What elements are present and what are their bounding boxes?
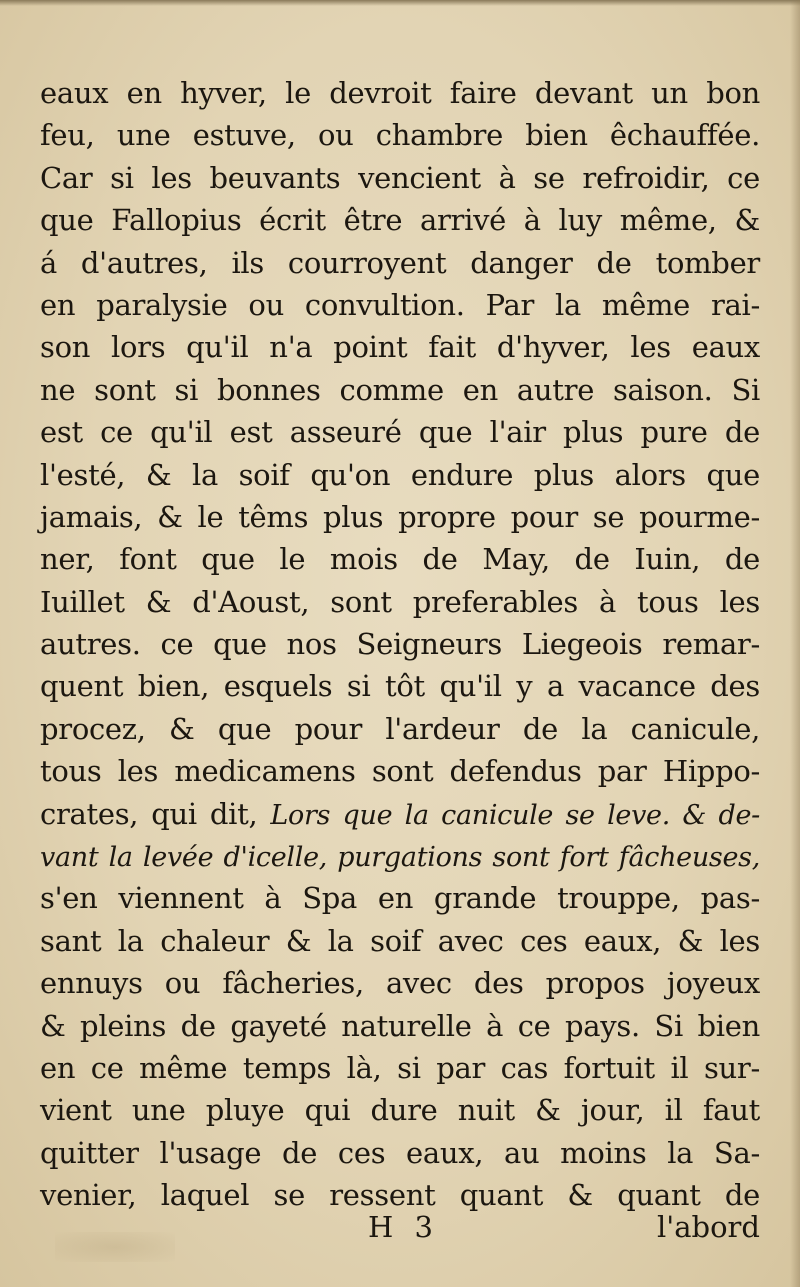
text-line-15: quent bien, esquels si tôt qu'il y a vacance des xyxy=(40,669,760,704)
text-line-1: eaux en hyver, le devroit faire devant un bon xyxy=(40,76,760,110)
text-line-24: en ce même temps là, si par cas fortuit il sur- xyxy=(40,1050,760,1085)
text-line-3: Car si les beuvants vencient à se refroidir, ce xyxy=(40,160,760,195)
page-gutter-shadow xyxy=(790,0,800,1287)
text-line-11: jamais, & le têms plus propre pour se pourme- xyxy=(40,499,760,534)
text-line-2: feu, une estuve, ou chambre bien êchauffée. xyxy=(40,118,760,153)
text-line-4: que Fallopius écrit être arrivé à luy même, & xyxy=(40,203,760,238)
quote-italic-2: vant la levée d'icelle, purgations sont fort fâcheuses, xyxy=(40,842,760,874)
page-top-edge xyxy=(0,0,800,6)
text-line-18 xyxy=(40,793,760,835)
text-line-17: tous les medicamens sont defendus par Hippo- xyxy=(40,754,760,789)
text-line-9: est ce qu'il est asseuré que l'air plus pure de xyxy=(40,415,760,450)
text-line-25: vient une pluye qui dure nuit & jour, il faut xyxy=(40,1093,760,1128)
bleed-through-mark xyxy=(55,1232,175,1262)
text-line-10: l'esté, & la soif qu'on endure plus alors que xyxy=(40,457,760,492)
body-text xyxy=(40,72,760,1217)
text-line-23: & pleins de gayeté naturelle à ce pays. Si bien xyxy=(40,1008,760,1043)
quote-italic-1: Lors que la canicule se leve. & de- xyxy=(270,799,760,831)
text-line-22: ennuys ou fâcheries, avec des propos joyeux xyxy=(40,966,760,1001)
text-line-20: s'en viennent à Spa en grande trouppe, pas- xyxy=(40,881,760,916)
text-line-21: sant la chaleur & la soif avec ces eaux, & les xyxy=(40,923,760,958)
text-line-8: ne sont si bonnes comme en autre saison. Si xyxy=(40,372,760,407)
catchword: l'abord xyxy=(657,1210,760,1244)
text-line-13: Iuillet & d'Aoust, sont preferables à tous les xyxy=(40,584,760,619)
text-line-5: á d'autres, ils courroyent danger de tomber xyxy=(40,245,760,280)
text-line-14: autres. ce que nos Seigneurs Liegeois remar- xyxy=(40,627,760,662)
quote-intro: crates, qui dit, xyxy=(40,796,258,831)
text-line-27: venier, laquel se ressent quant & quant de xyxy=(40,1178,760,1213)
text-line-16: procez, & que pour l'ardeur de la canicule, xyxy=(40,711,760,746)
text-line-12: ner, font que le mois de May, de Iuin, de xyxy=(40,542,760,577)
text-line-19 xyxy=(40,835,760,877)
text-line-26: quitter l'usage de ces eaux, au moins la Sa- xyxy=(40,1135,760,1170)
text-line-7: son lors qu'il n'a point fait d'hyver, les eaux xyxy=(40,330,760,365)
signature-mark: H 3 xyxy=(368,1210,439,1244)
text-line-6: en paralysie ou convultion. Par la même rai- xyxy=(40,287,760,322)
